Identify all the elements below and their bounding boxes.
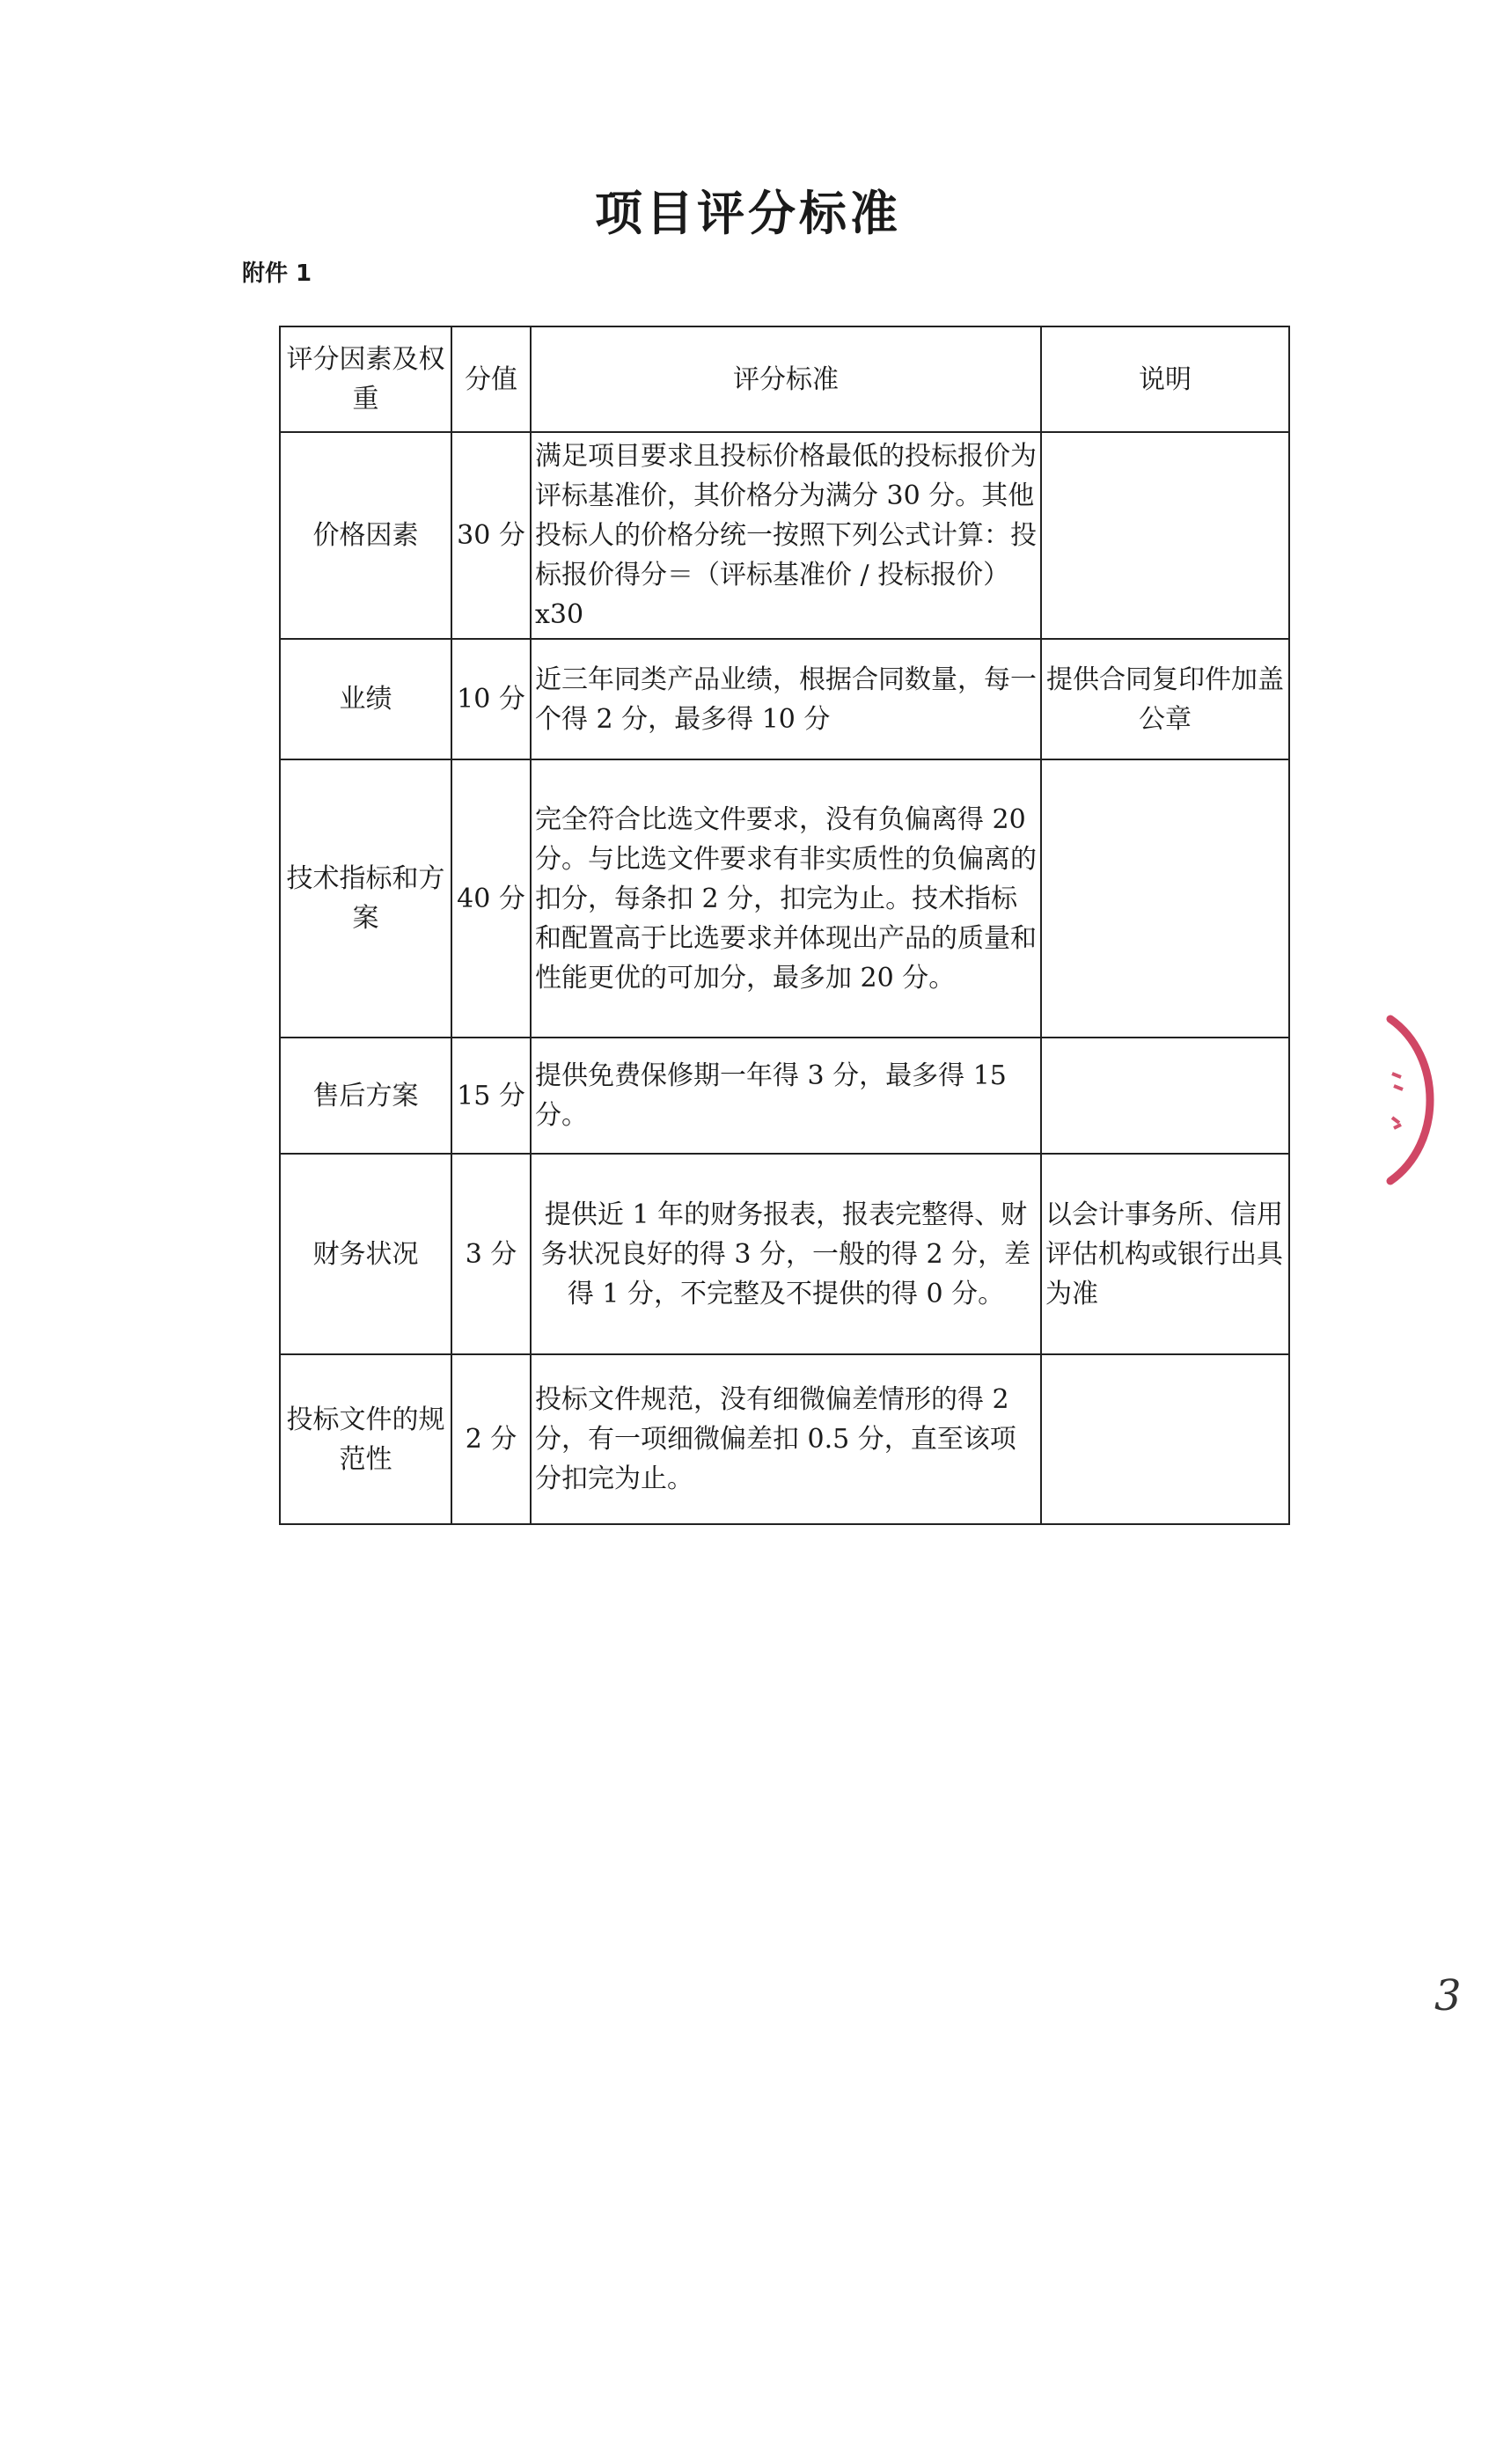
row-criteria: 提供近 1 年的财务报表，报表完整得、财务状况良好的得 3 分，一般的得 2 分，差得 1 分，不完整及不提供的得 0 分。	[531, 1154, 1041, 1354]
table-row	[280, 1038, 1289, 1154]
table-row	[280, 639, 1289, 759]
header-note: 说明	[1041, 326, 1289, 432]
row-note	[1041, 759, 1289, 1038]
row-factor: 技术指标和方案	[280, 759, 451, 1038]
header-criteria: 评分标准	[531, 326, 1041, 432]
row-score: 10 分	[451, 639, 531, 759]
row-score: 40 分	[451, 759, 531, 1038]
row-score: 30 分	[451, 432, 531, 639]
table-row	[280, 1154, 1289, 1354]
row-score: 3 分	[451, 1154, 531, 1354]
red-seal-fragment	[1382, 1012, 1443, 1188]
row-criteria: 提供免费保修期一年得 3 分，最多得 15 分。	[531, 1038, 1041, 1154]
seal-mark	[1392, 1074, 1403, 1128]
scoring-criteria-table	[279, 326, 1290, 1525]
table-row	[280, 432, 1289, 639]
row-factor: 财务状况	[280, 1154, 451, 1354]
header-score: 分值	[451, 326, 531, 432]
row-factor: 投标文件的规范性	[280, 1354, 451, 1524]
table-header-row	[280, 326, 1289, 432]
row-criteria: 满足项目要求且投标价格最低的投标报价为评标基准价，其价格分为满分 30 分。其他投标人的价格分统一按照下列公式计算：投标报价得分＝（评标基准价 / 投标报价）x30	[531, 432, 1041, 639]
header-factor: 评分因素及权重	[280, 326, 451, 432]
table-row	[280, 759, 1289, 1038]
row-score: 2 分	[451, 1354, 531, 1524]
page-number: 3	[1434, 1971, 1462, 2020]
seal-arc	[1390, 1019, 1430, 1181]
table-row	[280, 1354, 1289, 1524]
row-criteria: 近三年同类产品业绩，根据合同数量，每一个得 2 分，最多得 10 分	[531, 639, 1041, 759]
attachment-label: 附件 1	[242, 260, 312, 287]
row-note: 以会计事务所、信用评估机构或银行出具为准	[1041, 1154, 1289, 1354]
row-criteria: 投标文件规范，没有细微偏差情形的得 2 分，有一项细微偏差扣 0.5 分，直至该项分扣完为止。	[531, 1354, 1041, 1524]
row-criteria: 完全符合比选文件要求，没有负偏离得 20 分。与比选文件要求有非实质性的负偏离的扣分，每条扣 2 分，扣完为止。技术指标和配置高于比选要求并体现出产品的质量和性能更优的可加分，最多加 20 分。	[531, 759, 1041, 1038]
row-note	[1041, 1038, 1289, 1154]
row-factor: 售后方案	[280, 1038, 451, 1154]
row-factor: 业绩	[280, 639, 451, 759]
page-title: 项目评分标准	[595, 185, 901, 241]
row-score: 15 分	[451, 1038, 531, 1154]
row-note: 提供合同复印件加盖公章	[1041, 639, 1289, 759]
row-factor: 价格因素	[280, 432, 451, 639]
row-note	[1041, 432, 1289, 639]
row-note	[1041, 1354, 1289, 1524]
